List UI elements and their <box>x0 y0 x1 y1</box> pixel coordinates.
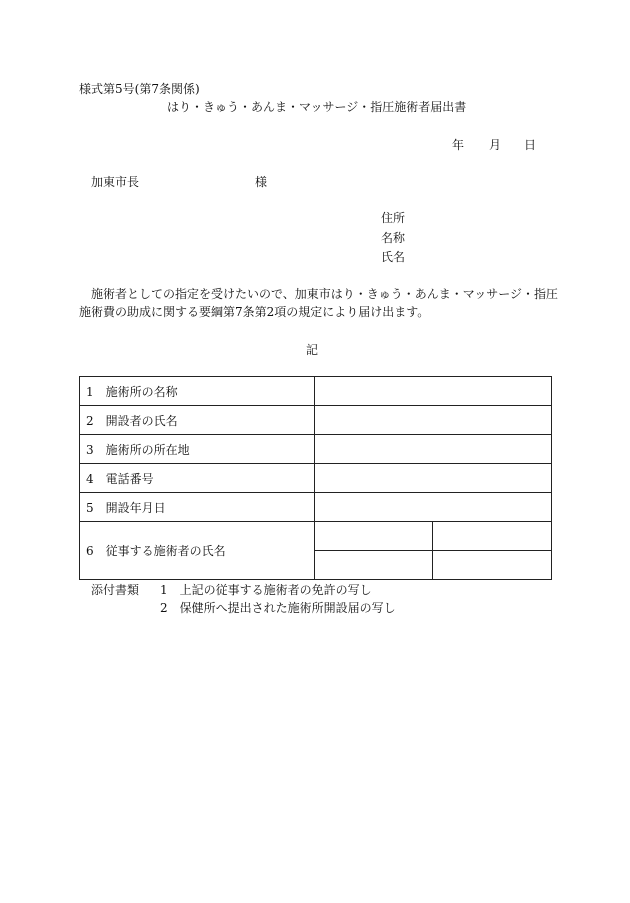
registration-table <box>79 376 552 580</box>
row-label: 4 電話番号 <box>80 464 315 493</box>
phone-number-field[interactable] <box>315 464 552 493</box>
applicant-address-label: 住所 <box>381 211 406 225</box>
table-row <box>80 522 552 551</box>
form-number: 様式第5号(第7条関係) <box>79 82 200 96</box>
facility-address-field[interactable] <box>315 435 552 464</box>
practitioner-name-field-3[interactable] <box>315 551 433 580</box>
date-year-label: 年 <box>452 138 465 152</box>
practitioner-name-field-4[interactable] <box>433 551 552 580</box>
body-text-line-1: 施術者としての指定を受けたいので、加東市はり・きゅう・あんま・マッサージ・指圧 <box>91 287 559 301</box>
row-label: 1 施術所の名称 <box>80 377 315 406</box>
practitioner-name-field-1[interactable] <box>315 522 433 551</box>
facility-name-field[interactable] <box>315 377 552 406</box>
table-row <box>80 464 552 493</box>
applicant-person-label: 氏名 <box>381 250 406 264</box>
attachment-item: 1 上記の従事する施術者の免許の写し <box>160 583 372 597</box>
body-text-line-2: 施術費の助成に関する要綱第7条第2項の規定により届け出ます。 <box>79 305 430 319</box>
addressee-name: 加東市長 <box>91 175 140 189</box>
founder-name-field[interactable] <box>315 406 552 435</box>
attachments-label: 添付書類 <box>91 583 140 597</box>
table-row <box>80 435 552 464</box>
document-title: はり・きゅう・あんま・マッサージ・指圧施術者届出書 <box>167 100 467 114</box>
table-row <box>80 377 552 406</box>
row-label: 6 従事する施術者の氏名 <box>80 522 315 580</box>
opening-date-field[interactable] <box>315 493 552 522</box>
row-label: 2 開設者の氏名 <box>80 406 315 435</box>
applicant-name-label: 名称 <box>381 231 406 245</box>
attachment-item: 2 保健所へ提出された施術所開設届の写し <box>160 601 396 615</box>
row-label: 3 施術所の所在地 <box>80 435 315 464</box>
practitioner-name-field-2[interactable] <box>433 522 552 551</box>
row-label: 5 開設年月日 <box>80 493 315 522</box>
table-row <box>80 493 552 522</box>
addressee-honorific: 様 <box>255 175 268 189</box>
date-day-label: 日 <box>524 138 537 152</box>
table-row <box>80 406 552 435</box>
ki-heading: 記 <box>306 343 319 357</box>
date-month-label: 月 <box>489 138 502 152</box>
